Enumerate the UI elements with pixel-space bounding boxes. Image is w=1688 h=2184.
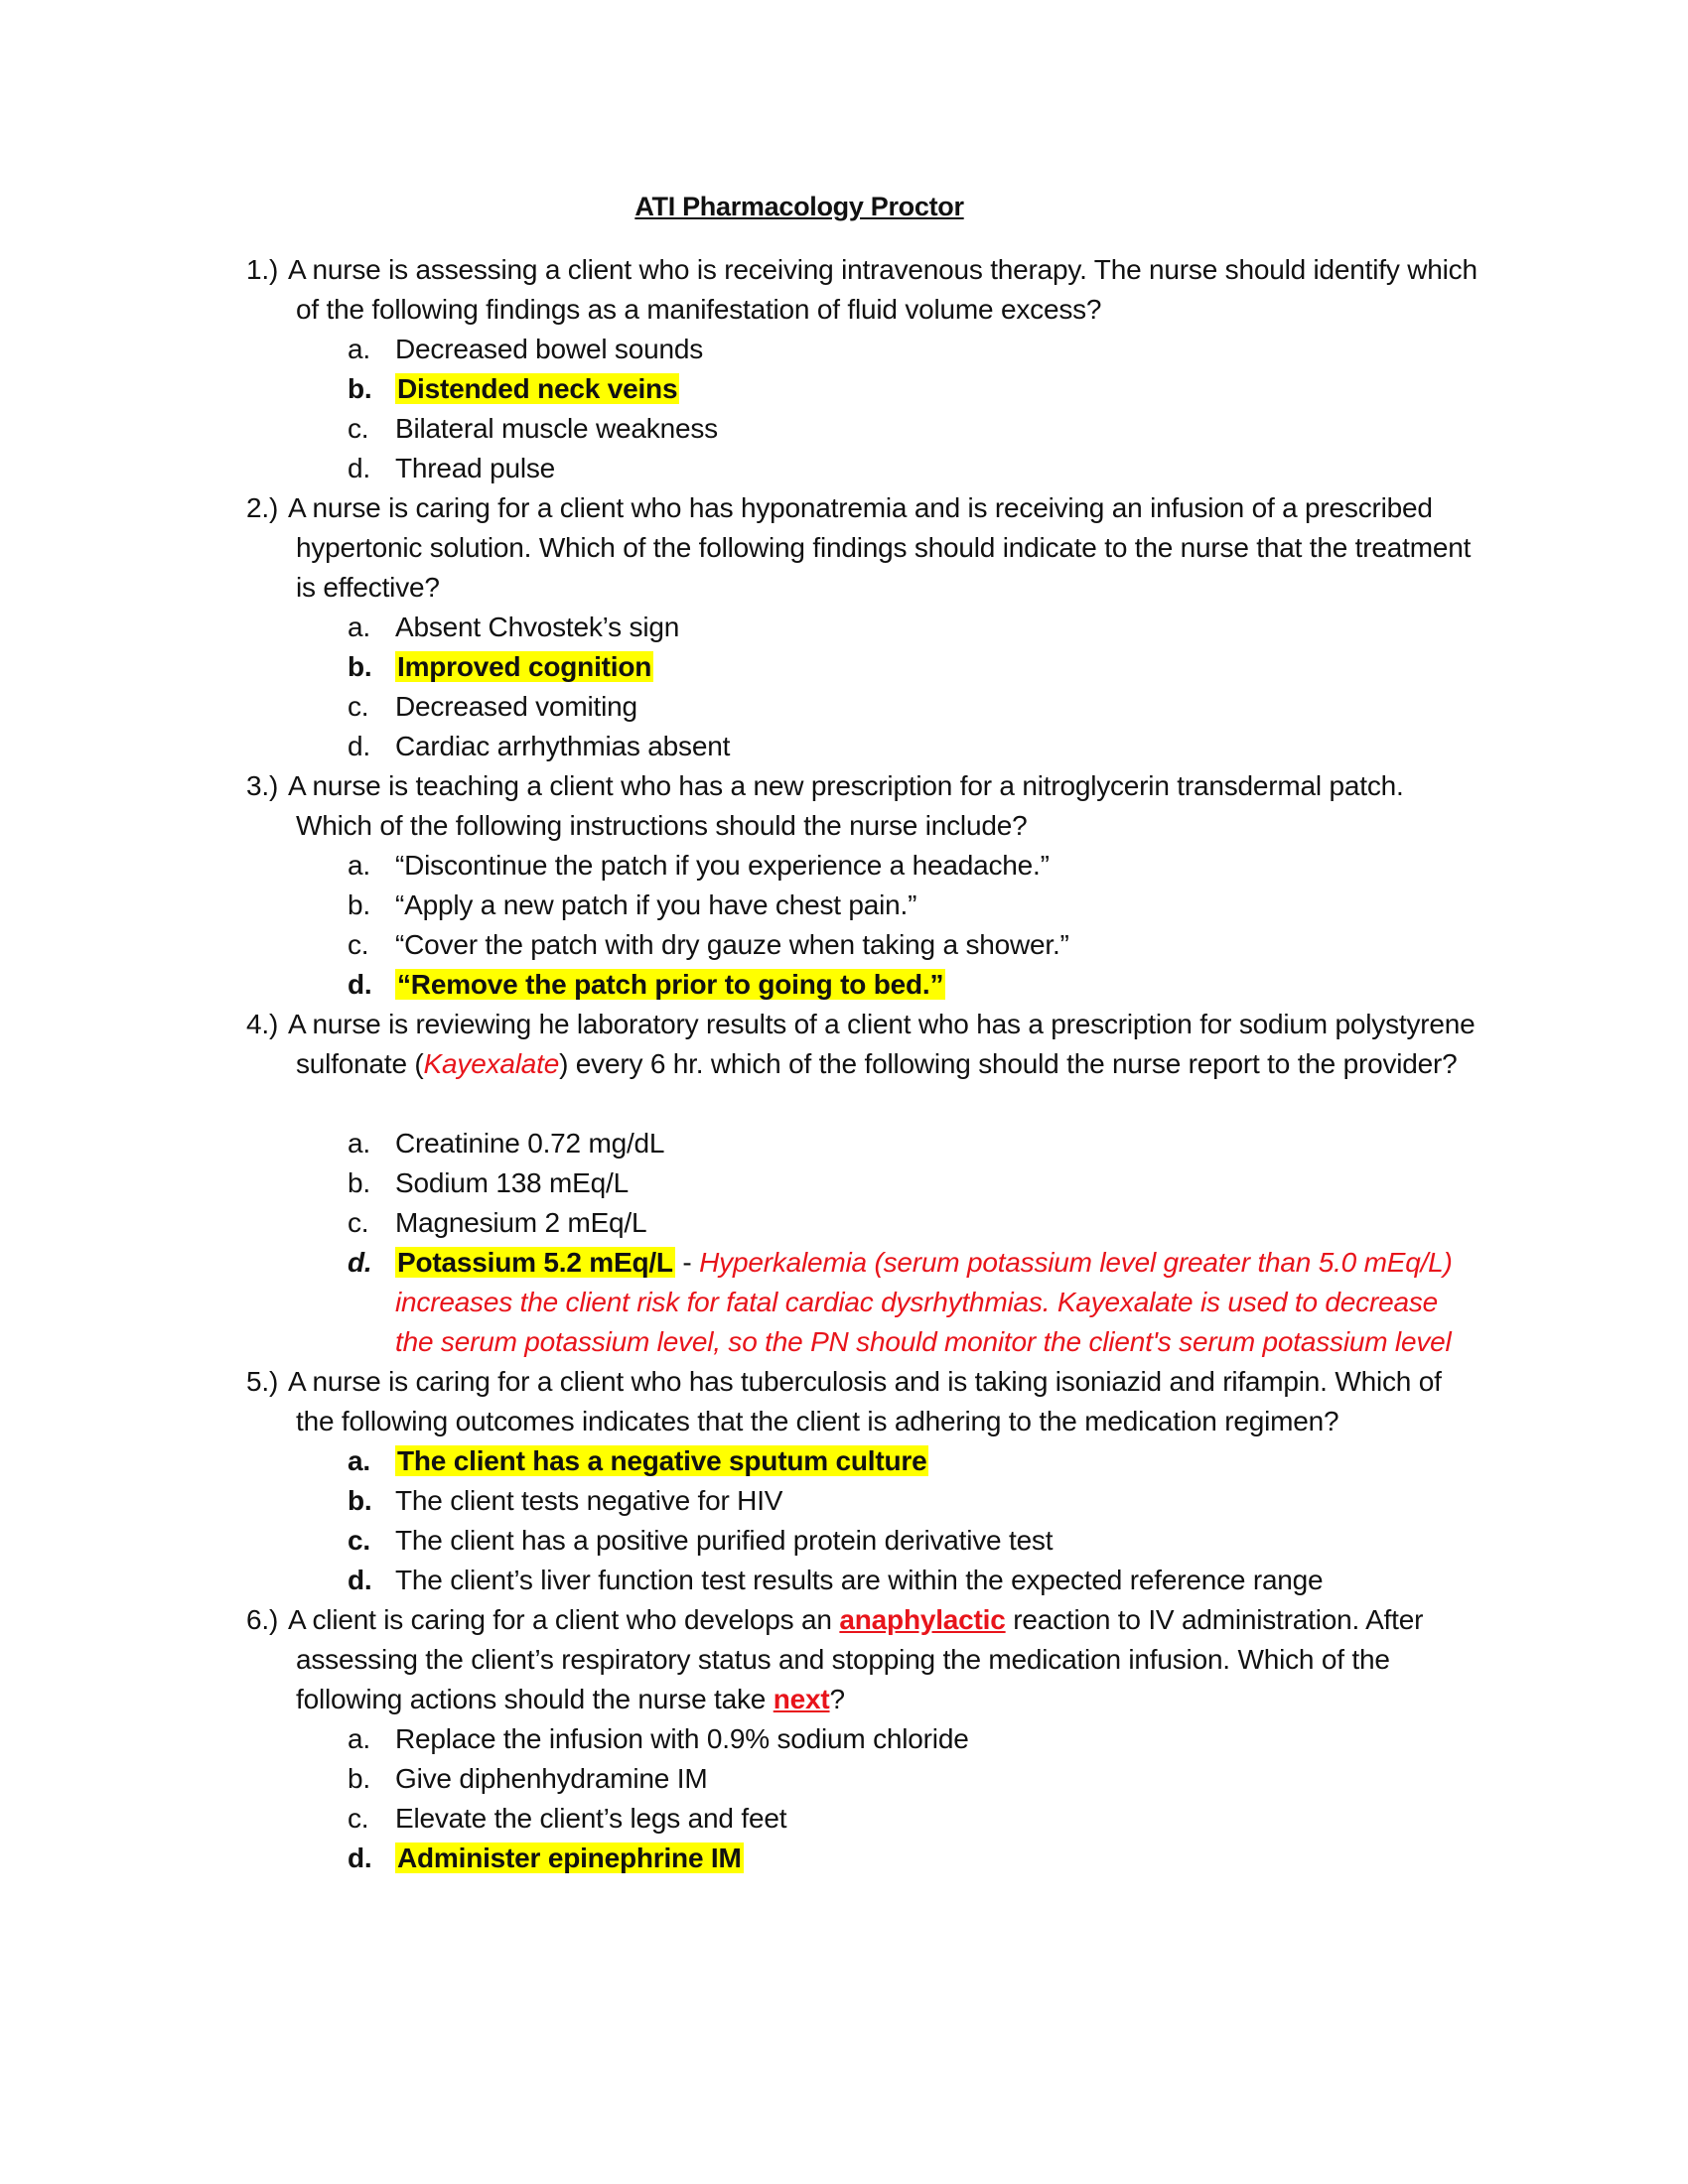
question-number: 1.) [246, 254, 279, 285]
dash-separator: - [674, 1247, 700, 1278]
option-text: Elevate the client’s legs and feet [395, 1803, 787, 1834]
option-text: Decreased bowel sounds [395, 334, 704, 364]
option-letter: a. [348, 1128, 370, 1159]
option-letter: d. [348, 1843, 372, 1873]
option-text: Thread pulse [395, 453, 556, 483]
question-text-end: ) every 6 hr. which of the following should the nurse report to the provider? [559, 1048, 1458, 1079]
option-letter: b. [348, 651, 372, 682]
option-letter: b. [348, 889, 370, 920]
rationale-first-line: Hyperkalemia (serum potassium level greater than 5.0 mEq/L) [699, 1247, 1453, 1278]
question-text-mid: reaction to IV administration. After assessing the client’s respiratory status and stopping the medication infusion. Which of the following actions should the nurse take [296, 1604, 1424, 1714]
option-text: “Cover the patch with dry gauze when taking a shower.” [395, 929, 1069, 960]
option-letter: d. [348, 1565, 372, 1595]
option-text: Creatinine 0.72 mg/dL [395, 1128, 665, 1159]
highlighted-answer: Administer epinephrine IM [397, 1843, 742, 1873]
option-letter: a. [348, 334, 370, 364]
option-text: The client’s liver function test results are within the expected reference range [395, 1565, 1324, 1595]
option-letter: a. [348, 850, 370, 881]
question-text: A client is caring for a client who develops an [288, 1604, 840, 1635]
page-title: ATI Pharmacology Proctor [634, 192, 964, 221]
option-text: Replace the infusion with 0.9% sodium chloride [395, 1723, 969, 1754]
question-number: 3.) [246, 770, 279, 801]
option-text: Cardiac arrhythmias absent [395, 731, 731, 761]
option-letter: d. [348, 969, 372, 1000]
question-number: 2.) [246, 492, 279, 523]
question-number: 4.) [246, 1009, 279, 1039]
option-letter: d. [348, 731, 370, 761]
option-text: The client has a positive purified protein derivative test [395, 1525, 1054, 1556]
question-6-stem [246, 1600, 1477, 1719]
question-number: 6.) [246, 1604, 279, 1635]
question-2-stem [246, 488, 1477, 608]
option-text: Decreased vomiting [395, 691, 637, 722]
option-letter: a. [348, 612, 370, 642]
keyword-next: next [773, 1684, 830, 1714]
question-text: A nurse is reviewing he laboratory results of a client who has a prescription for sodium polystyrene sulfonate ( [288, 1009, 1476, 1079]
option-letter: c. [348, 1207, 369, 1238]
question-mark: ? [829, 1684, 845, 1714]
option-letter: c. [348, 929, 369, 960]
highlighted-answer: Distended neck veins [397, 373, 678, 404]
option-text: The client tests negative for HIV [395, 1485, 783, 1516]
keyword-anaphylactic: anaphylactic [839, 1604, 1006, 1635]
question-5-stem [246, 1362, 1477, 1441]
option-letter: b. [348, 1167, 370, 1198]
highlighted-answer: “Remove the patch prior to going to bed.” [397, 969, 944, 1000]
question-text: A nurse is assessing a client who is receiving intravenous therapy. The nurse should identify which of the following findings as a manifestation of fluid volume excess? [288, 254, 1477, 325]
option-text: Give diphenhydramine IM [395, 1763, 708, 1794]
option-letter: a. [348, 1445, 370, 1476]
option-letter: c. [348, 1803, 369, 1834]
question-3-stem [246, 766, 1477, 846]
question-text: A nurse is caring for a client who has tuberculosis and is taking isoniazid and rifampin. Which of the following outcomes indicates that the client is adhering to the medication regimen? [288, 1366, 1442, 1436]
option-letter: b. [348, 1763, 370, 1794]
question-1-stem [246, 250, 1477, 330]
option-text: Bilateral muscle weakness [395, 413, 718, 444]
option-letter: c. [348, 413, 369, 444]
option-letter: d. [348, 453, 370, 483]
option-letter: c. [348, 691, 369, 722]
highlighted-answer: The client has a negative sputum culture [397, 1445, 927, 1476]
option-text: Absent Chvostek’s sign [395, 612, 680, 642]
question-text: A nurse is caring for a client who has hyponatremia and is receiving an infusion of a prescribed hypertonic solution. Which of the following findings should indicate to the nurse that the treatment is effective? [288, 492, 1472, 603]
question-4-stem [246, 1005, 1477, 1084]
question-text: A nurse is teaching a client who has a new prescription for a nitroglycerin transdermal patch. Which of the following instructions should the nurse include? [288, 770, 1404, 841]
option-text: Sodium 138 mEq/L [395, 1167, 629, 1198]
q4-rationale: increases the client risk for fatal cardiac dysrhythmias. Kayexalate is used to decrease the serum potassium level, so the PN should monitor the client's serum potassium level [395, 1287, 1452, 1357]
option-letter: c. [348, 1525, 370, 1556]
question-number: 5.) [246, 1366, 279, 1397]
option-text: Magnesium 2 mEq/L [395, 1207, 647, 1238]
option-letter: a. [348, 1723, 370, 1754]
option-letter: b. [348, 373, 372, 404]
option-text: “Apply a new patch if you have chest pain.” [395, 889, 917, 920]
option-text: “Discontinue the patch if you experience a headache.” [395, 850, 1050, 881]
highlighted-answer: Potassium 5.2 mEq/L [397, 1247, 673, 1278]
option-letter: d. [348, 1247, 372, 1278]
highlighted-answer: Improved cognition [397, 651, 652, 682]
option-letter: b. [348, 1485, 372, 1516]
drug-brand-name: Kayexalate [423, 1048, 560, 1079]
